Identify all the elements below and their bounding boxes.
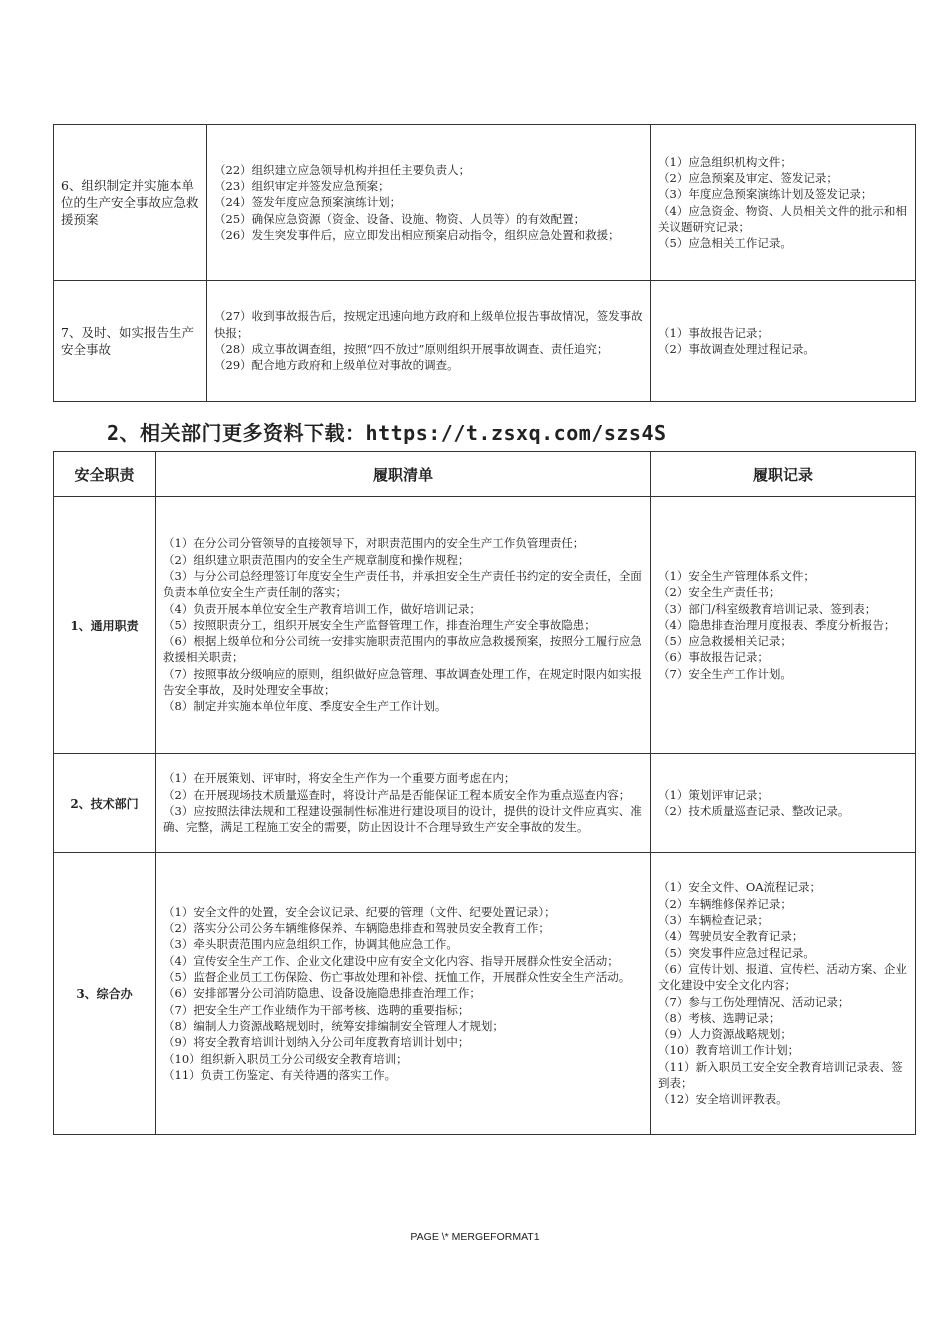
page-footer: PAGE \* MERGEFORMAT1 — [410, 1231, 540, 1243]
duty-table-part1 — [53, 124, 916, 402]
record-cell: （1）安全文件、OA流程记录； （2）车辆维修保养记录； （3）车辆检查记录； （4）驾驶员安全教育记录； （5）突发事件应急过程记录。 （6）宣传计划、报道、宣传栏、活动方案、企业文化建设中安全文化内容； （7）参与工伤处理情况、活动记录； （8）考核、选聘记录； （9）人力资源战略规划； （10）教育培训工作计划； （11）新入职员工安全安全教育培训记录表、签到表； （12）安全培训评教表。 — [651, 853, 916, 1135]
duty-cell: 3、综合办 — [54, 853, 156, 1135]
department-duty-table — [53, 451, 916, 1135]
duty-list-cell: （1）在分公司分管领导的直接领导下，对职责范围内的安全生产工作负管理责任； （2）组织建立职责范围内的安全生产规章制度和操作规程； （3）与分公司总经理签订年度安全生产责任书，并承担安全生产责任书约定的安全责任，全面负责本单位安全生产责任制的落实； （4）负责开展本单位安全生产教育培训工作，做好培训记录； （5）按照职责分工，组织开展安全生产监督管理工作，排查治理生产安全事故隐患； （6）根据上级单位和分公司统一安排实施职责范围内的事故应急救援预案，按照分工履行应急救援相关职责； （7）按照事故分级响应的原则，组织做好应急管理、事故调查处理工作，在规定时限内如实报告安全事故，及时处理安全事故； （8）制定并实施本单位年度、季度安全生产工作计划。 — [156, 497, 651, 754]
column-header-duty: 安全职责 — [54, 452, 156, 497]
section-heading: 2、相关部门更多资料下载：https://t.zsxq.com/szs4S — [107, 421, 667, 445]
duty-cell: 7、及时、如实报告生产安全事故 — [54, 281, 207, 402]
duty-list-cell: （1）安全文件的处置，安全会议记录、纪要的管理（文件、纪要处置记录）； （2）落实分公司公务车辆维修保养、车辆隐患排查和驾驶员安全教育工作； （3）牵头职责范围内应急组织工作，协调其他应急工作。 （4）宣传安全生产工作、企业文化建设中应有安全文化内容、指导开展群众性安全活动； （5）监督企业员工工伤保险、伤亡事故处理和补偿、抚恤工作，开展群众性安全生产活动。 （6）安排部署分公司消防隐患、设备设施隐患排查治理工作； （7）把安全生产工作业绩作为干部考核、选聘的重要指标； （8）编制人力资源战略规划时，统筹安排编制安全管理人才规划； （9）将安全教育培训计划纳入分公司年度教育培训计划中； （10）组织新入职员工分公司级安全教育培训； （11）负责工伤鉴定、有关待遇的落实工作。 — [156, 853, 651, 1135]
table-header-row — [54, 452, 916, 497]
duty-list-cell: （22）组织建立应急领导机构并担任主要负责人； （23）组织审定并签发应急预案； （24）签发年度应急预案演练计划； （25）确保应急资源（资金、设备、设施、物资、人员等）的有效配置； （26）发生突发事件后，应立即发出相应预案启动指令，组织应急处置和救援； — [207, 125, 651, 281]
duty-cell: 6、组织制定并实施本单位的生产安全事故应急救援预案 — [54, 125, 207, 281]
table-row — [54, 125, 916, 281]
column-header-list: 履职清单 — [156, 452, 651, 497]
column-header-records: 履职记录 — [651, 452, 916, 497]
record-cell: （1）应急组织机构文件； （2）应急预案及审定、签发记录； （3）年度应急预案演练计划及签发记录； （4）应急资金、物资、人员相关文件的批示和相关议题研究记录； （5）应急相关工作记录。 — [651, 125, 916, 281]
record-cell: （1）安全生产管理体系文件； （2）安全生产责任书； （3）部门/科室级教育培训记录、签到表； （4）隐患排查治理月度报表、季度分析报告； （5）应急救援相关记录； （6）事故报告记录； （7）安全生产工作计划。 — [651, 497, 916, 754]
record-cell: （1）事故报告记录； （2）事故调查处理过程记录。 — [651, 281, 916, 402]
table-row — [54, 497, 916, 754]
record-cell: （1）策划评审记录； （2）技术质量巡查记录、整改记录。 — [651, 754, 916, 853]
duty-cell: 1、通用职责 — [54, 497, 156, 754]
table-row — [54, 754, 916, 853]
table-row — [54, 853, 916, 1135]
duty-list-cell: （27）收到事故报告后，按规定迅速向地方政府和上级单位报告事故情况，签发事故快报； （28）成立事故调查组，按照“四不放过”原则组织开展事故调查、责任追究； （29）配合地方政府和上级单位对事故的调查。 — [207, 281, 651, 402]
duty-cell: 2、技术部门 — [54, 754, 156, 853]
duty-list-cell: （1）在开展策划、评审时，将安全生产作为一个重要方面考虑在内； （2）在开展现场技术质量巡查时，将设计产品是否能保证工程本质安全作为重点巡查内容； （3）应按照法律法规和工程建设强制性标准进行建设项目的设计，提供的设计文件应真实、准确、完整，满足工程施工安全的需要，防止因设计不合理导致生产安全事故的发生。 — [156, 754, 651, 853]
table-row — [54, 281, 916, 402]
